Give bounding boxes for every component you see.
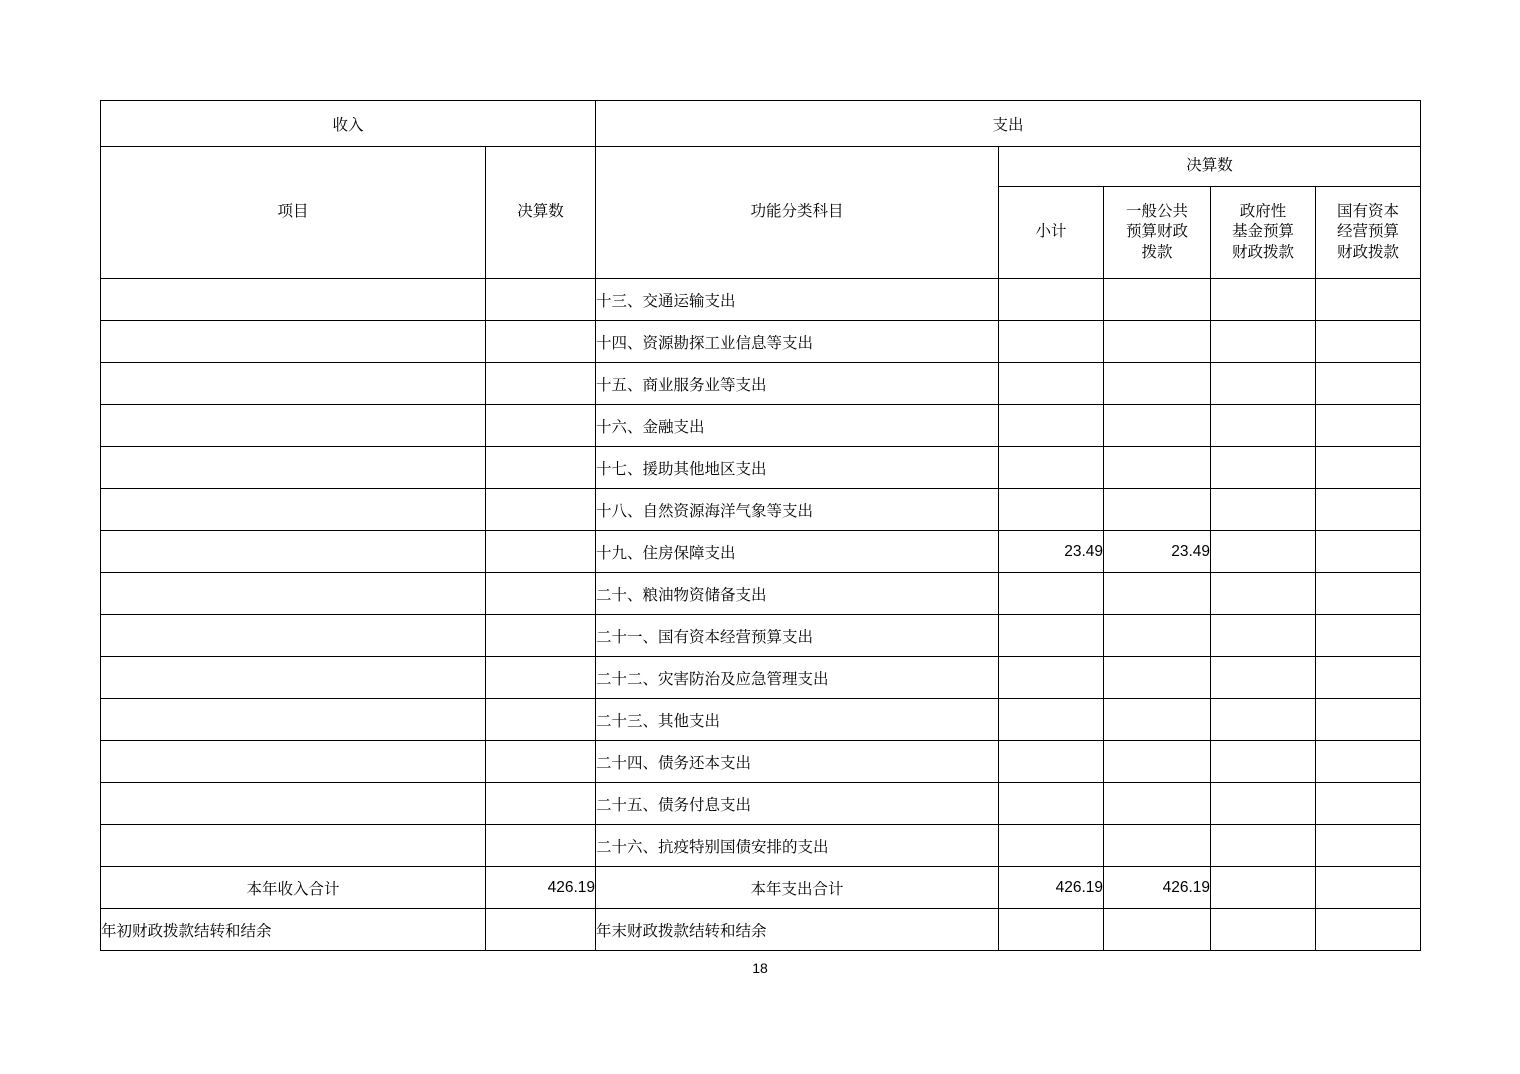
cell-gov-fund — [1211, 363, 1316, 405]
cell-gov-fund — [1211, 657, 1316, 699]
cell-state-capital — [1316, 531, 1421, 573]
header-state-capital-budget-line3: 财政拨款 — [1337, 243, 1400, 261]
cell-general-public — [1104, 741, 1211, 783]
table-row — [101, 699, 1421, 741]
cell-state-capital — [1316, 447, 1421, 489]
cell-income-final — [486, 615, 596, 657]
cell-expense-subject: 十四、资源勘探工业信息等支出 — [596, 321, 999, 363]
cell-state-capital — [1316, 489, 1421, 531]
cell-total-income-value: 426.19 — [486, 867, 596, 909]
cell-subtotal — [999, 657, 1104, 699]
table-header-row-1 — [101, 147, 1421, 187]
cell-income-item — [101, 783, 486, 825]
cell-income-item — [101, 447, 486, 489]
cell-carryover-gov-fund — [1211, 909, 1316, 951]
cell-income-final — [486, 405, 596, 447]
cell-gov-fund — [1211, 447, 1316, 489]
cell-gov-fund — [1211, 741, 1316, 783]
cell-expense-subject: 二十三、其他支出 — [596, 699, 999, 741]
cell-state-capital — [1316, 321, 1421, 363]
cell-total-gov-fund — [1211, 867, 1316, 909]
cell-income-item — [101, 573, 486, 615]
cell-income-final — [486, 699, 596, 741]
cell-subtotal — [999, 489, 1104, 531]
cell-gov-fund — [1211, 615, 1316, 657]
table-row — [101, 279, 1421, 321]
cell-income-final — [486, 825, 596, 867]
cell-income-item — [101, 363, 486, 405]
cell-income-item — [101, 531, 486, 573]
cell-income-final — [486, 657, 596, 699]
header-gov-fund-budget-line3: 财政拨款 — [1232, 243, 1295, 261]
cell-income-item — [101, 489, 486, 531]
cell-subtotal: 23.49 — [999, 531, 1104, 573]
cell-state-capital — [1316, 573, 1421, 615]
cell-income-final — [486, 573, 596, 615]
cell-subtotal — [999, 825, 1104, 867]
cell-subtotal — [999, 405, 1104, 447]
cell-expense-subject: 十五、商业服务业等支出 — [596, 363, 999, 405]
cell-carryover-state-capital — [1316, 909, 1421, 951]
cell-expense-subject: 十八、自然资源海洋气象等支出 — [596, 489, 999, 531]
cell-gov-fund — [1211, 321, 1316, 363]
cell-income-item — [101, 279, 486, 321]
cell-general-public — [1104, 657, 1211, 699]
final-accounts-table — [100, 100, 1421, 951]
cell-subtotal — [999, 615, 1104, 657]
table-row — [101, 405, 1421, 447]
cell-subtotal — [999, 573, 1104, 615]
cell-carryover-expense-label: 年末财政拨款结转和结余 — [596, 909, 999, 951]
table-total-row — [101, 867, 1421, 909]
header-expense-subject: 功能分类科目 — [596, 147, 999, 279]
cell-general-public — [1104, 279, 1211, 321]
header-expense-final-group: 决算数 — [999, 147, 1421, 187]
cell-income-final — [486, 531, 596, 573]
table-row — [101, 741, 1421, 783]
header-expense-group: 支出 — [596, 101, 1421, 147]
cell-subtotal — [999, 699, 1104, 741]
cell-general-public — [1104, 405, 1211, 447]
cell-gov-fund — [1211, 279, 1316, 321]
cell-total-income-label: 本年收入合计 — [101, 867, 486, 909]
cell-income-item — [101, 741, 486, 783]
header-state-capital-budget-line2: 经营预算 — [1337, 223, 1400, 241]
cell-total-general-public: 426.19 — [1104, 867, 1211, 909]
cell-income-item — [101, 615, 486, 657]
cell-general-public — [1104, 615, 1211, 657]
cell-expense-subject: 二十六、抗疫特别国债安排的支出 — [596, 825, 999, 867]
cell-expense-subject: 十三、交通运输支出 — [596, 279, 999, 321]
cell-state-capital — [1316, 657, 1421, 699]
header-state-capital-budget — [1316, 187, 1421, 279]
cell-income-item — [101, 825, 486, 867]
cell-general-public — [1104, 699, 1211, 741]
cell-subtotal — [999, 447, 1104, 489]
cell-expense-subject: 二十五、债务付息支出 — [596, 783, 999, 825]
table-row — [101, 573, 1421, 615]
table-row — [101, 783, 1421, 825]
cell-gov-fund — [1211, 405, 1316, 447]
header-gov-fund-budget-line2: 基金预算 — [1232, 223, 1295, 241]
header-gov-fund-budget — [1211, 187, 1316, 279]
table-row — [101, 321, 1421, 363]
header-general-public-budget — [1104, 187, 1211, 279]
cell-general-public — [1104, 573, 1211, 615]
cell-subtotal — [999, 363, 1104, 405]
header-gov-fund-budget-line1: 政府性 — [1239, 203, 1287, 221]
header-general-public-budget-line3: 拨款 — [1141, 243, 1173, 261]
cell-state-capital — [1316, 279, 1421, 321]
cell-subtotal — [999, 783, 1104, 825]
cell-general-public — [1104, 825, 1211, 867]
cell-state-capital — [1316, 615, 1421, 657]
table-row — [101, 825, 1421, 867]
cell-gov-fund — [1211, 489, 1316, 531]
header-income-final: 决算数 — [486, 147, 596, 279]
cell-state-capital — [1316, 741, 1421, 783]
cell-income-item — [101, 657, 486, 699]
table-row — [101, 615, 1421, 657]
cell-income-final — [486, 321, 596, 363]
cell-subtotal — [999, 321, 1104, 363]
cell-subtotal — [999, 279, 1104, 321]
table-row — [101, 489, 1421, 531]
cell-expense-subject: 二十二、灾害防治及应急管理支出 — [596, 657, 999, 699]
cell-gov-fund — [1211, 699, 1316, 741]
cell-income-item — [101, 321, 486, 363]
cell-general-public — [1104, 363, 1211, 405]
cell-state-capital — [1316, 783, 1421, 825]
table-row — [101, 447, 1421, 489]
cell-general-public: 23.49 — [1104, 531, 1211, 573]
cell-state-capital — [1316, 405, 1421, 447]
cell-carryover-income-label: 年初财政拨款结转和结余 — [101, 909, 486, 951]
cell-general-public — [1104, 783, 1211, 825]
cell-income-final — [486, 489, 596, 531]
cell-income-item — [101, 699, 486, 741]
document-page — [100, 100, 1420, 951]
cell-income-item — [101, 405, 486, 447]
table-row — [101, 363, 1421, 405]
cell-income-final — [486, 363, 596, 405]
cell-state-capital — [1316, 363, 1421, 405]
cell-general-public — [1104, 489, 1211, 531]
cell-gov-fund — [1211, 783, 1316, 825]
cell-state-capital — [1316, 699, 1421, 741]
header-income-group: 收入 — [101, 101, 596, 147]
header-income-item: 项目 — [101, 147, 486, 279]
cell-general-public — [1104, 321, 1211, 363]
cell-gov-fund — [1211, 531, 1316, 573]
cell-income-final — [486, 783, 596, 825]
cell-carryover-general-public — [1104, 909, 1211, 951]
cell-gov-fund — [1211, 825, 1316, 867]
cell-expense-subject: 二十、粮油物资储备支出 — [596, 573, 999, 615]
table-row — [101, 657, 1421, 699]
cell-income-final — [486, 447, 596, 489]
cell-gov-fund — [1211, 573, 1316, 615]
cell-expense-subject: 十七、援助其他地区支出 — [596, 447, 999, 489]
cell-carryover-subtotal — [999, 909, 1104, 951]
cell-expense-subject: 十九、住房保障支出 — [596, 531, 999, 573]
cell-carryover-income-value — [486, 909, 596, 951]
cell-expense-subject: 二十一、国有资本经营预算支出 — [596, 615, 999, 657]
header-subtotal: 小计 — [999, 187, 1104, 279]
cell-income-final — [486, 279, 596, 321]
header-general-public-budget-line1: 一般公共 — [1126, 203, 1189, 221]
cell-total-expense-label: 本年支出合计 — [596, 867, 999, 909]
header-general-public-budget-line2: 预算财政 — [1126, 223, 1189, 241]
cell-state-capital — [1316, 825, 1421, 867]
header-state-capital-budget-line1: 国有资本 — [1337, 203, 1400, 221]
cell-total-subtotal: 426.19 — [999, 867, 1104, 909]
page-number: 18 — [752, 960, 768, 976]
cell-expense-subject: 二十四、债务还本支出 — [596, 741, 999, 783]
cell-general-public — [1104, 447, 1211, 489]
cell-expense-subject: 十六、金融支出 — [596, 405, 999, 447]
table-row — [101, 531, 1421, 573]
table-carryover-row — [101, 909, 1421, 951]
cell-total-state-capital — [1316, 867, 1421, 909]
table-header-group-row — [101, 101, 1421, 147]
cell-income-final — [486, 741, 596, 783]
cell-subtotal — [999, 741, 1104, 783]
